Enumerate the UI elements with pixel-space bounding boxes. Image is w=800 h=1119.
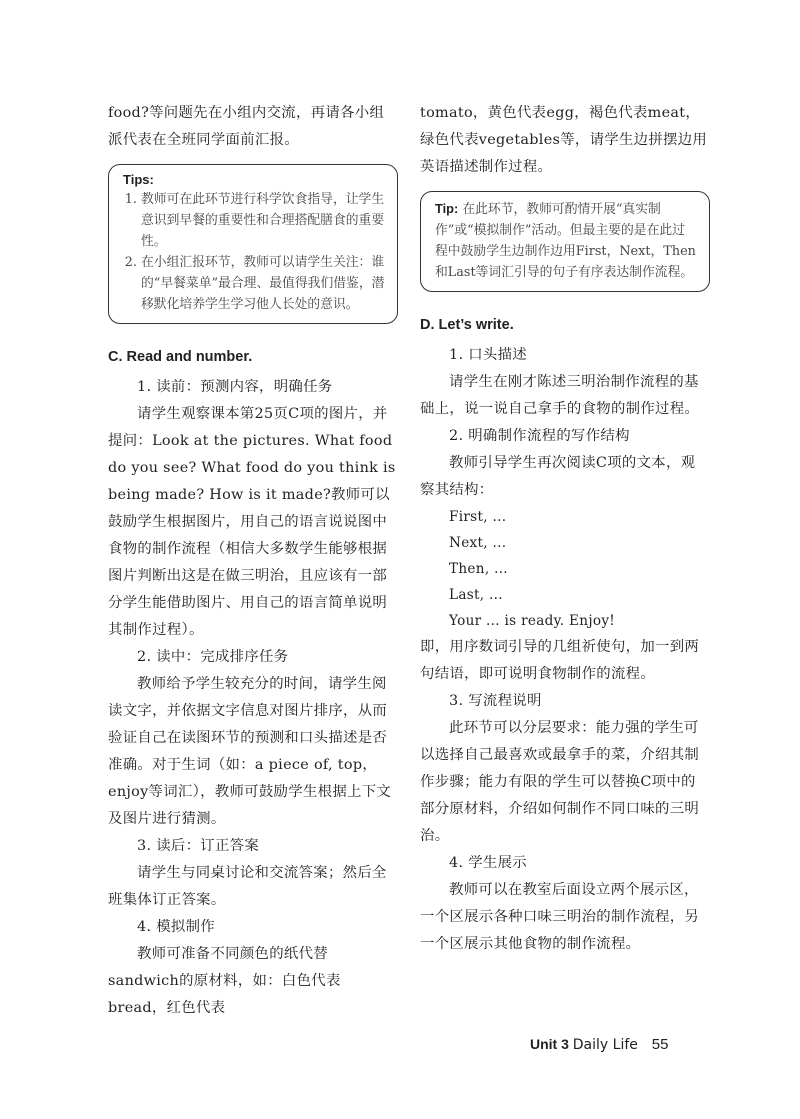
c-step1-title: 1. 读前：预测内容，明确任务 (137, 379, 333, 395)
footer-unit: Unit 3 (530, 1036, 569, 1052)
intro-paragraph: food?等问题先在小组内交流，再请各小组派代表在全班同学面前汇报。 (108, 105, 385, 148)
c-step3-text: 请学生与同桌讨论和交流答案；然后全班集体订正答案。 (108, 865, 387, 908)
right-column (420, 100, 710, 958)
left-column (108, 100, 398, 1022)
structure-line: Next, ... (449, 535, 507, 551)
c-step1-text: 请学生观察课本第25页C项的图片，并提问：Look at the pictures. What food do you see? What food do you think is being made? How is it made?教师可以鼓励学生根据图片，用自己的语言说说图中食物的制作流程（相信大多数学生能够根据图片判断出这是在做三明治，且应该有一部分学生能借助图片、用自己的语言简单说明其制作过程）。 (108, 406, 396, 638)
continuation-paragraph: tomato，黄色代表egg，褐色代表meat，绿色代表vegetables等，请学生边拼摆边用英语描述制作过程。 (420, 105, 708, 175)
d-step2-title: 2. 明确制作流程的写作结构 (449, 428, 630, 444)
c-step4-text: 教师可准备不同颜色的纸代替sandwich的原材料，如：白色代表bread，红色代表 (108, 946, 341, 1016)
tips-title: Tips: (123, 172, 154, 187)
tips-item: 2. 在小组汇报环节，教师可以请学生关注：谁的“早餐菜单”最合理、最值得我们借鉴，潜移默化培养学生学习他人长处的意识。 (141, 252, 385, 315)
footer-title: Daily Life (572, 1037, 638, 1053)
c-step3-title: 3. 读后：订正答案 (137, 838, 260, 854)
d-step1-text: 请学生在刚才陈述三明治制作流程的基础上，说一说自己拿手的食物的制作过程。 (420, 374, 700, 417)
tip-text: 在此环节，教师可酌情开展“真实制作”或“模拟制作”活动。但最主要的是在此过程中鼓励学生边制作边用First，Next，Then和Last等词汇引导的句子有序表达制作流程。 (435, 202, 696, 280)
structure-line: Last, ... (449, 587, 503, 603)
tips-box (108, 164, 398, 324)
structure-line: Then, ... (449, 561, 508, 577)
page-footer (530, 1036, 668, 1053)
tip-title: Tip: (435, 201, 459, 216)
c-step2-title: 2. 读中：完成排序任务 (137, 649, 289, 665)
d-step1-title: 1. 口头描述 (449, 347, 527, 363)
structure-line: Your ... is ready. Enjoy! (449, 613, 616, 629)
section-d-heading: D. Let’s write. (420, 317, 514, 333)
tip-box (420, 191, 710, 292)
d-step4-title: 4. 学生展示 (449, 855, 527, 871)
d-step3-text: 此环节可以分层要求：能力强的学生可以选择自己最喜欢或最拿手的菜，介绍其制作步骤；能力有限的学生可以替换C项中的部分原材料，介绍如何制作不同口味的三明治。 (420, 720, 700, 844)
c-step2-text: 教师给予学生较充分的时间，请学生阅读文字，并依据文字信息对图片排序，从而验证自己在读图环节的预测和口头描述是否准确。对于生词（如：a piece of, top，enjoy等词汇），教师可鼓励学生根据上下文及图片进行猜测。 (108, 676, 392, 827)
d-step2-text: 教师引导学生再次阅读C项的文本，观察其结构： (420, 455, 696, 498)
d-step3-title: 3. 写流程说明 (449, 693, 542, 709)
section-c-heading: C. Read and number. (108, 349, 253, 365)
structure-line: First, ... (449, 509, 507, 525)
d-step4-text: 教师可以在教室后面设立两个展示区，一个区展示各种口味三明治的制作流程，另一个区展示其他食物的制作流程。 (420, 882, 700, 952)
tips-list (123, 189, 385, 315)
tips-item: 1. 教师可在此环节进行科学饮食指导，让学生意识到早餐的重要性和合理搭配膳食的重要性。 (141, 189, 385, 252)
c-step4-title: 4. 模拟制作 (137, 919, 215, 935)
page-number: 55 (651, 1036, 669, 1053)
d-step2-after: 即，用序数词引导的几组祈使句，加一到两句结语，即可说明食物制作的流程。 (420, 639, 700, 682)
